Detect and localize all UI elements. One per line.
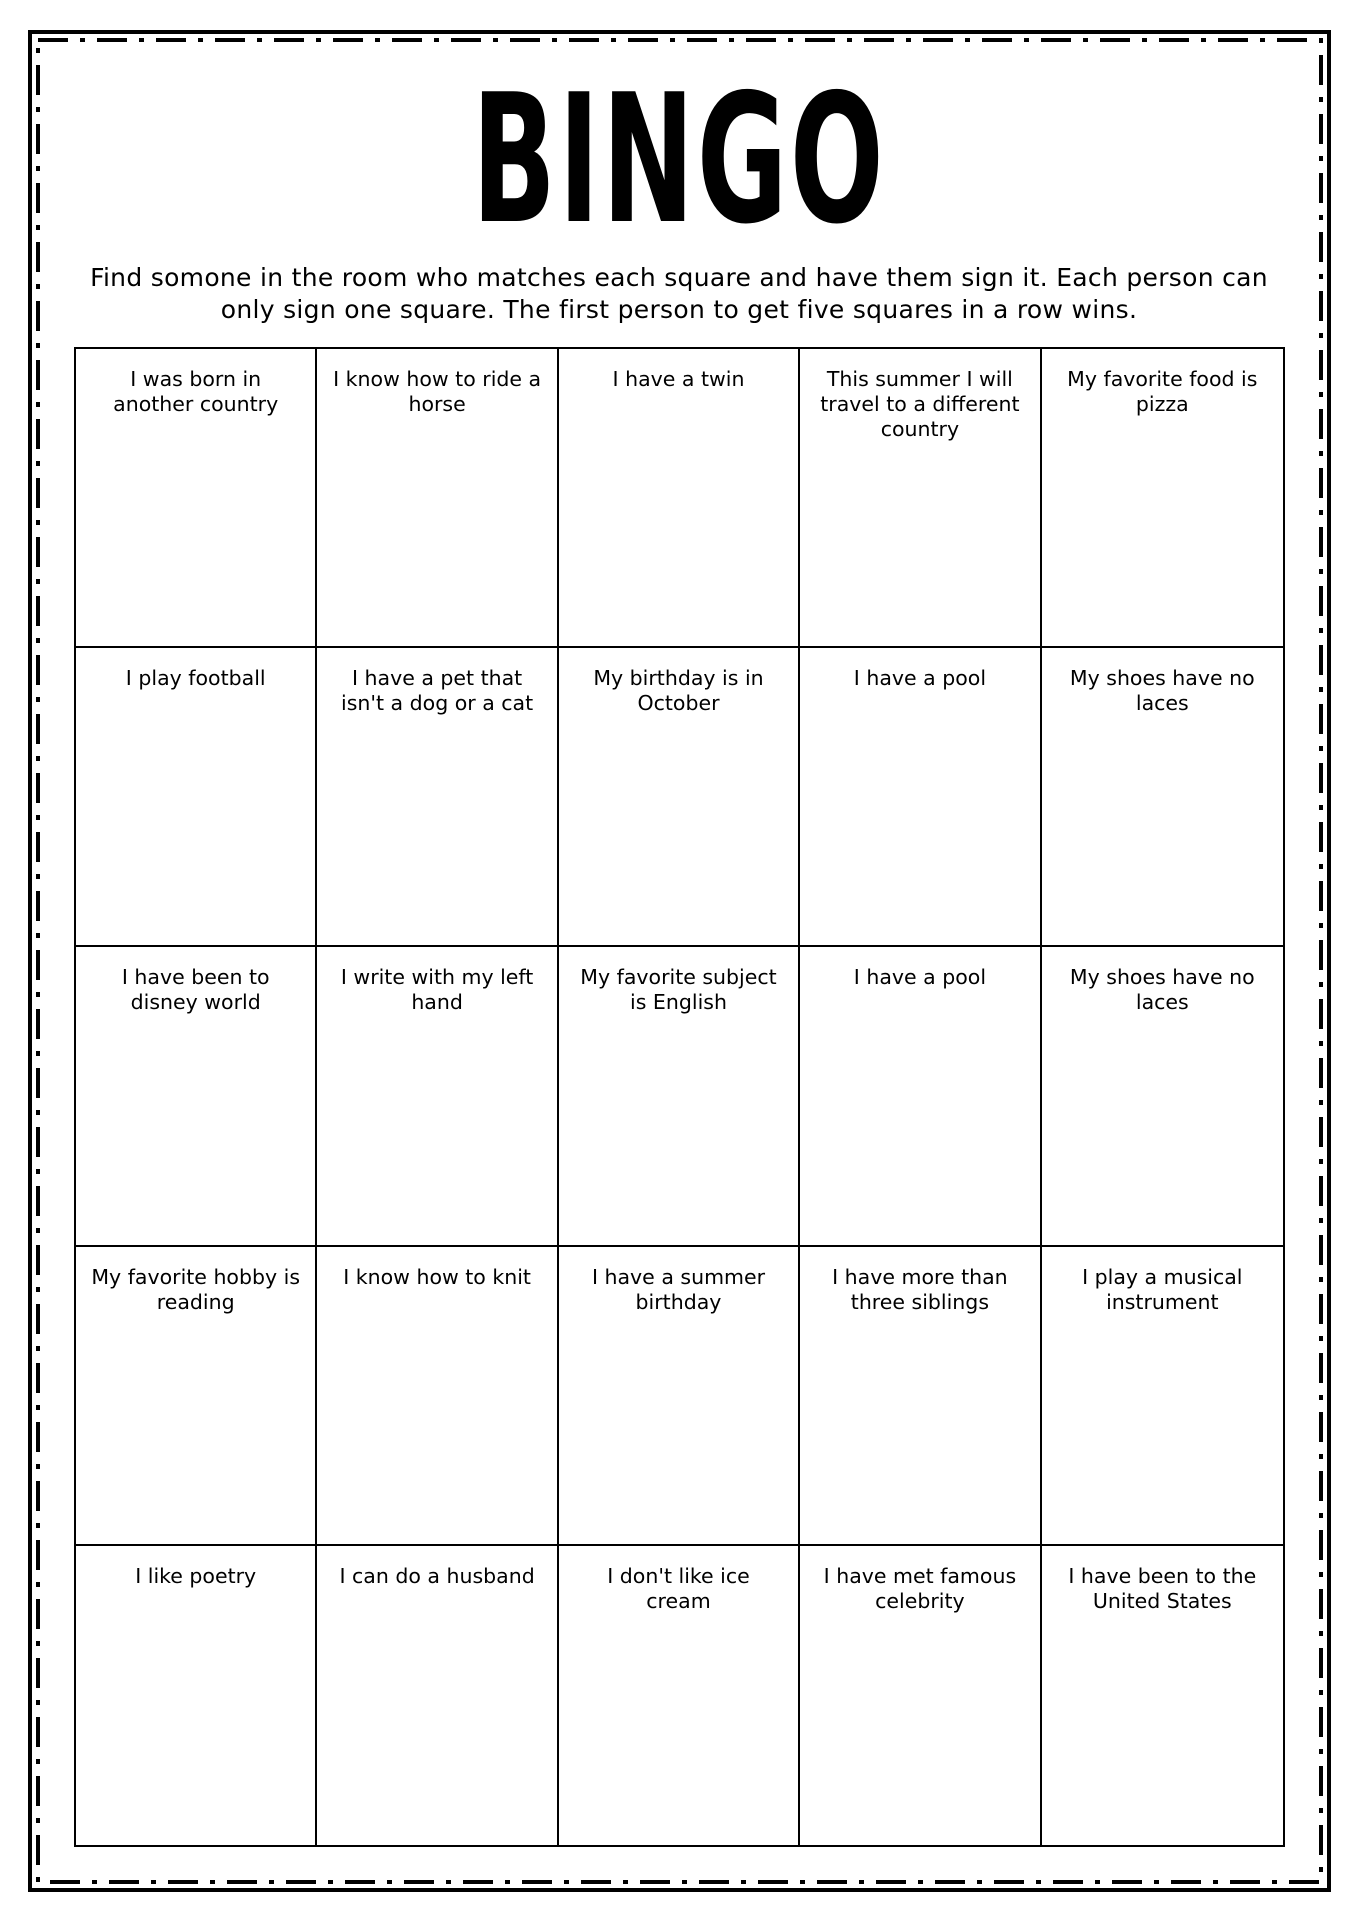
bingo-square: I have more than three siblings <box>800 1247 1041 1546</box>
bingo-square: My favorite food is pizza <box>1042 349 1283 648</box>
bingo-square: I can do a husband <box>317 1546 558 1845</box>
bingo-square: I know how to knit <box>317 1247 558 1546</box>
bingo-square: I have a pool <box>800 648 1041 947</box>
bingo-square: My favorite hobby is reading <box>76 1247 317 1546</box>
bingo-square: I have been to disney world <box>76 947 317 1246</box>
bingo-square: I like poetry <box>76 1546 317 1845</box>
instructions-text: Find somone in the room who matches each square and have them sign it. Each person can only sign one square. The first person to get five squares in a row wins. <box>90 263 1268 324</box>
bingo-square: My shoes have no laces <box>1042 947 1283 1246</box>
bingo-square: My shoes have no laces <box>1042 648 1283 947</box>
bingo-square: I play football <box>76 648 317 947</box>
bingo-square: I have been to the United States <box>1068 1563 1257 1613</box>
bingo-square: I play a musical instrument <box>1042 1247 1283 1546</box>
bingo-square: I write with my left hand <box>317 947 558 1246</box>
page-title: BINGO <box>471 56 887 263</box>
bingo-square: I know how to ride a horse <box>317 349 558 648</box>
bingo-square: My favorite subject is English <box>559 947 800 1246</box>
bingo-square: I was born in another country <box>76 349 317 648</box>
bingo-square: This summer I will travel to a different country <box>800 349 1041 648</box>
bingo-square: I have a pet that isn't a dog or a cat <box>317 648 558 947</box>
bingo-square: I have a twin <box>559 349 800 648</box>
bingo-square: I have a pool <box>800 947 1041 1246</box>
bingo-square: My birthday is in October <box>559 648 800 947</box>
bingo-square: I have a summer birthday <box>559 1247 800 1546</box>
bingo-square: I have met famous celebrity <box>800 1546 1041 1845</box>
bingo-square: I don't like ice cream <box>559 1546 800 1845</box>
bingo-grid <box>74 347 1285 1847</box>
